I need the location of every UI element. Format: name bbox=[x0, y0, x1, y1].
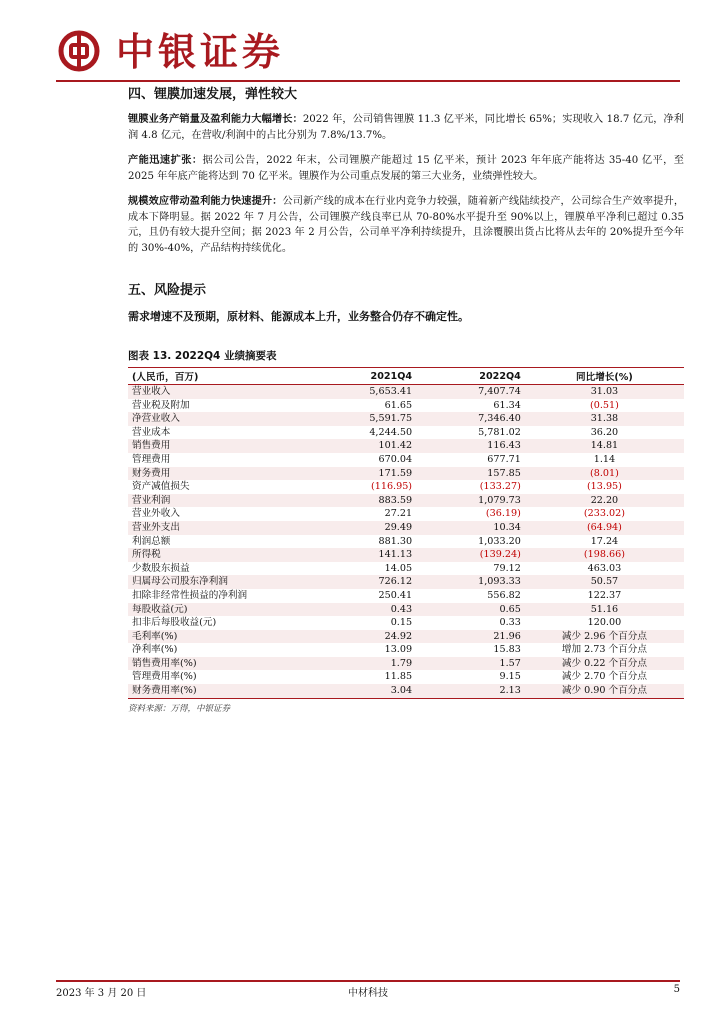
main-content bbox=[128, 86, 684, 714]
brand-name: 中银证券 bbox=[116, 30, 285, 74]
table-cell: 27.21 bbox=[384, 508, 413, 520]
table-cell: 净利率(%) bbox=[132, 644, 178, 656]
paragraph-sales-growth bbox=[128, 112, 684, 143]
table-cell: 22.20 bbox=[525, 494, 684, 508]
table-cell: 0.33 bbox=[499, 617, 521, 629]
table-cell: 250.41 bbox=[378, 589, 413, 601]
table-cell: 管理费用率(%) bbox=[132, 671, 197, 683]
table-row bbox=[128, 439, 684, 453]
table-row bbox=[128, 589, 684, 603]
page-number: 5 bbox=[673, 984, 680, 995]
table-cell: 9.15 bbox=[499, 671, 521, 683]
table-cell: 10.34 bbox=[416, 521, 525, 535]
table-cell: 883.59 bbox=[319, 494, 416, 508]
table-cell: 0.15 bbox=[390, 617, 413, 629]
table-cell: 157.85 bbox=[416, 467, 525, 481]
table-cell: 管理费用 bbox=[132, 453, 171, 465]
table-cell: (116.95) bbox=[371, 481, 413, 493]
section4-title: 四、锂膜加速发展，弹性较大 bbox=[128, 87, 298, 102]
table-row bbox=[128, 453, 684, 467]
source-note: 资料来源：万得，中银证券 bbox=[128, 703, 231, 714]
table-cell: 670.04 bbox=[378, 453, 413, 465]
table-cell: 171.59 bbox=[319, 467, 416, 481]
table-cell: 51.16 bbox=[525, 603, 684, 617]
table-cell: 4,244.50 bbox=[369, 426, 413, 438]
table-cell: 所得税 bbox=[128, 548, 319, 562]
table-cell: 0.65 bbox=[416, 603, 525, 617]
table-cell: 11.85 bbox=[384, 671, 413, 683]
table-cell: 净营业收入 bbox=[128, 412, 319, 426]
table-cell: 677.71 bbox=[487, 453, 521, 465]
table-cell: 减少 2.70 个百分点 bbox=[561, 671, 647, 683]
table-cell: (198.66) bbox=[525, 548, 684, 562]
table-cell: 销售费用率(%) bbox=[128, 657, 319, 671]
table-title: 图表 13. 2022Q4 业绩摘要表 bbox=[128, 350, 277, 362]
table-cell: 0.43 bbox=[319, 603, 416, 617]
table-row bbox=[128, 535, 684, 549]
report-date: 2023 年 3 月 20 日 bbox=[56, 988, 147, 999]
table-cell: 24.92 bbox=[319, 630, 416, 644]
table-cell: 营业外收入 bbox=[132, 508, 180, 520]
table-cell: 1,079.73 bbox=[416, 494, 525, 508]
table-cell: 50.57 bbox=[525, 575, 684, 589]
table-cell: 每股收益(元) bbox=[128, 603, 319, 617]
table-row bbox=[128, 548, 684, 562]
table-cell: 881.30 bbox=[378, 535, 413, 547]
table-cell: 营业成本 bbox=[132, 426, 171, 438]
paragraph-lead: 产能迅速扩张： bbox=[128, 155, 203, 166]
table-cell: 减少 0.22 个百分点 bbox=[525, 657, 684, 671]
table-cell: 13.09 bbox=[384, 644, 413, 656]
bank-of-china-logo-icon bbox=[58, 30, 100, 72]
table-cell: 14.81 bbox=[525, 439, 684, 453]
table-row bbox=[128, 521, 684, 535]
table-row bbox=[128, 657, 684, 671]
table-cell: 1.79 bbox=[319, 657, 416, 671]
table-cell: 1.14 bbox=[593, 453, 616, 465]
table-cell: 营业税及附加 bbox=[132, 399, 190, 411]
paragraph-capacity bbox=[128, 153, 684, 184]
table-cell: 5,591.75 bbox=[319, 412, 416, 426]
table-cell: 14.05 bbox=[384, 562, 413, 574]
table-row bbox=[128, 385, 684, 399]
table-row bbox=[128, 575, 684, 589]
table-cell: 扣除非经常性损益的净利润 bbox=[132, 589, 248, 601]
table-cell: (133.27) bbox=[479, 481, 521, 493]
table-cell: (0.51) bbox=[589, 399, 619, 411]
table-row bbox=[128, 616, 684, 630]
table-cell: 5,653.41 bbox=[319, 385, 416, 399]
table-cell: 营业外支出 bbox=[128, 521, 319, 535]
table-cell: (13.95) bbox=[586, 481, 622, 493]
table-row bbox=[128, 684, 684, 698]
paragraph-body: 2022 年，公司销售锂膜 11.3 亿平米，同比增长 65%；实现收入 18.7 亿元，净利润 4.8 亿元，在营收/利润中的占比分别为 7.8%/13.7%。 bbox=[128, 114, 684, 141]
table-cell: (233.02) bbox=[583, 508, 625, 520]
table-header-row bbox=[128, 368, 684, 385]
table-cell: 1,093.33 bbox=[416, 575, 525, 589]
table-cell: 15.83 bbox=[493, 644, 521, 656]
paragraph-body: 公司新产线的成本在行业内竞争力较强，随着新产线陆续投产，公司综合生产效率提升，成本下降明显。据 2022 年 7 月公告，公司锂膜产线良率已从 70-80%水平提升至 90%以上，锂膜单平净利已超过 0.35 元，且仍有较大提升空间；据 2023 年 2 月公告，公司单平净利持续提升，且涂覆膜出货占比将从去年的 20%提升至今年的 30%-40%，产品结构持续优化。 bbox=[128, 196, 685, 254]
table-cell: (64.94) bbox=[525, 521, 684, 535]
table-cell: 463.03 bbox=[587, 562, 622, 574]
table-row bbox=[128, 426, 684, 440]
table-cell: 5,781.02 bbox=[478, 426, 521, 438]
table-cell: 营业利润 bbox=[128, 494, 319, 508]
column-header: (人民币，百万) bbox=[128, 368, 319, 385]
table-cell: (139.24) bbox=[416, 548, 525, 562]
table-cell: 扣非后每股收益(元) bbox=[132, 617, 217, 629]
header-divider bbox=[56, 80, 680, 82]
table-cell: 1.57 bbox=[416, 657, 525, 671]
table-row bbox=[128, 603, 684, 617]
table-cell: 少数股东损益 bbox=[132, 562, 190, 574]
table-cell: 增加 2.73 个百分点 bbox=[561, 644, 647, 656]
table-cell: 17.24 bbox=[590, 535, 619, 547]
table-row bbox=[128, 412, 684, 426]
table-row bbox=[128, 670, 684, 684]
table-cell: 122.37 bbox=[587, 589, 622, 601]
table-cell: 31.03 bbox=[525, 385, 684, 399]
table-cell: 141.13 bbox=[319, 548, 416, 562]
table-row bbox=[128, 467, 684, 481]
paragraph-body: 据公司公告，2022 年末，公司锂膜产能超过 15 亿平米，预计 2023 年年底产能将达 35-40 亿平，至 2025 年年底产能将达到 70 亿平米。锂膜作为公司重点发展的第三大业务，业绩弹性较大。 bbox=[128, 155, 684, 182]
table-cell: 79.12 bbox=[493, 562, 521, 574]
table-cell: 36.20 bbox=[590, 426, 619, 438]
paragraph-lead: 规模效应带动盈利能力快速提升： bbox=[128, 196, 283, 207]
table-cell: 财务费用率(%) bbox=[128, 684, 319, 698]
table-row bbox=[128, 562, 684, 576]
company-name: 中材科技 bbox=[348, 988, 388, 999]
table-cell: 3.04 bbox=[319, 684, 416, 698]
table-cell: 减少 2.96 个百分点 bbox=[525, 630, 684, 644]
table-cell: 120.00 bbox=[587, 617, 622, 629]
table-row bbox=[128, 643, 684, 657]
report-header bbox=[56, 28, 680, 80]
table-cell: 7,346.40 bbox=[416, 412, 525, 426]
table-cell: (8.01) bbox=[525, 467, 684, 481]
table-cell: 61.34 bbox=[493, 399, 521, 411]
table-cell: 销售费用 bbox=[128, 439, 319, 453]
table-cell: 116.43 bbox=[416, 439, 525, 453]
table-cell: (36.19) bbox=[485, 508, 521, 520]
footer-divider bbox=[56, 980, 680, 982]
column-header: 2021Q4 bbox=[319, 368, 416, 385]
column-header: 2022Q4 bbox=[416, 368, 525, 385]
table-cell: 营业收入 bbox=[128, 385, 319, 399]
table-cell: 减少 0.90 个百分点 bbox=[525, 684, 684, 698]
column-header: 同比增长(%) bbox=[525, 368, 684, 385]
table-cell: 财务费用 bbox=[128, 467, 319, 481]
paragraph-scale-effect bbox=[128, 194, 684, 256]
table-cell: 29.49 bbox=[319, 521, 416, 535]
table-cell: 2.13 bbox=[416, 684, 525, 698]
table-cell: 资产减值损失 bbox=[132, 481, 190, 493]
table-cell: 726.12 bbox=[319, 575, 416, 589]
table-cell: 利润总额 bbox=[132, 535, 171, 547]
table-cell: 61.65 bbox=[384, 399, 413, 411]
table-row bbox=[128, 480, 684, 494]
table-cell: 101.42 bbox=[319, 439, 416, 453]
earnings-summary-table bbox=[128, 367, 684, 699]
table-cell: 毛利率(%) bbox=[128, 630, 319, 644]
table-cell: 31.38 bbox=[525, 412, 684, 426]
table-cell: 1,033.20 bbox=[478, 535, 521, 547]
table-row bbox=[128, 494, 684, 508]
table-row bbox=[128, 399, 684, 413]
section5-title: 五、风险提示 bbox=[128, 283, 207, 298]
table-cell: 7,407.74 bbox=[416, 385, 525, 399]
table-cell: 556.82 bbox=[487, 589, 521, 601]
table-row bbox=[128, 630, 684, 644]
table-cell: 归属母公司股东净利润 bbox=[128, 575, 319, 589]
table-row bbox=[128, 507, 684, 521]
paragraph-lead: 锂膜业务产销量及盈利能力大幅增长： bbox=[128, 114, 303, 125]
table-cell: 21.96 bbox=[416, 630, 525, 644]
risk-statement: 需求增速不及预期，原材料、能源成本上升，业务整合仍存不确定性。 bbox=[128, 310, 469, 323]
